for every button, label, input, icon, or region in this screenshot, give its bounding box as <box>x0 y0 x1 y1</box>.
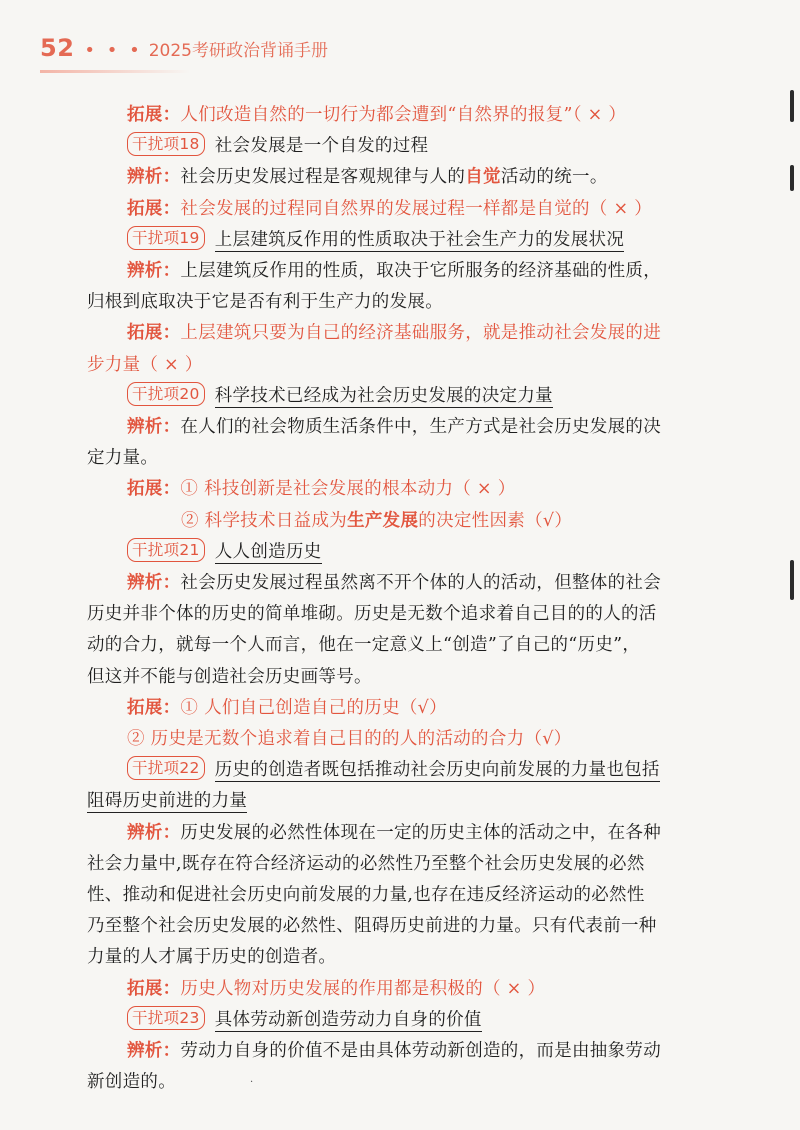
distractor-line <box>87 131 705 162</box>
distractor-statement: 具体劳动新创造劳动力自身的价值 <box>214 1009 482 1030</box>
distractor-statement: 历史的创造者既包括推动社会历史向前发展的力量也包括 <box>214 760 660 781</box>
analysis-label: 辨析： <box>127 822 181 843</box>
analysis-line: 性、推动和促进社会历史向前发展的力量,也存在违反经济运动的必然性 <box>87 885 645 906</box>
book-title: 2025考研政治背诵手册 <box>148 41 328 61</box>
analysis-line <box>87 1036 705 1067</box>
analysis-text: 社会历史发展过程虽然离不开个体的人的活动，但整体的社会 <box>180 573 662 594</box>
analysis-line: 力量的人才属于历史的创造者。 <box>87 947 337 968</box>
extension-line <box>87 974 705 1005</box>
page-header <box>40 34 328 68</box>
analysis-line: 归根到底取决于它是否有利于生产力的发展。 <box>87 292 443 313</box>
distractor-badge: 干扰项23 <box>127 1006 205 1030</box>
extension-text: 历史人物对历史发展的作用都是积极的（ × ） <box>180 978 546 999</box>
distractor-badge: 干扰项21 <box>127 538 205 562</box>
extension-line: 步力量（ × ） <box>87 354 203 375</box>
header-dots: • • • <box>84 40 143 61</box>
distractor-statement: 社会发展是一个自发的过程 <box>214 136 429 157</box>
analysis-line: 乃至整个社会历史发展的必然性、阻碍历史前进的力量。只有代表前一种 <box>87 916 657 937</box>
analysis-text: 劳动力自身的价值不是由具体劳动新创造的，而是由抽象劳动 <box>180 1041 662 1062</box>
edge-mark <box>790 90 794 122</box>
edge-mark <box>790 560 794 600</box>
extension-line <box>87 100 705 131</box>
distractor-line <box>87 225 705 256</box>
distractor-line <box>87 786 705 817</box>
distractor-line <box>87 381 705 412</box>
analysis-line <box>87 818 705 849</box>
extension-label: 拓展： <box>127 697 181 718</box>
extension-text: 社会发展的过程同自然界的发展过程一样都是自觉的（ × ） <box>180 198 653 219</box>
extension-text: ① 人们自己创造自己的历史（√） <box>180 697 447 718</box>
analysis-line <box>87 162 705 193</box>
distractor-badge: 干扰项18 <box>127 132 205 156</box>
analysis-label: 辨析： <box>127 1041 181 1062</box>
extension-line: ② 历史是无数个追求着自己目的的人的活动的合力（√） <box>127 729 572 750</box>
analysis-line: 新创造的。 <box>87 1072 176 1093</box>
extension-label: 拓展： <box>127 479 181 500</box>
analysis-line: 社会力量中,既存在符合经济运动的必然性乃至整个社会历史发展的必然 <box>87 853 645 874</box>
extension-text: 的决定性因素（√） <box>418 510 573 531</box>
distractor-badge: 干扰项20 <box>127 382 205 406</box>
analysis-text: 历史发展的必然性体现在一定的历史主体的活动之中，在各种 <box>180 822 662 843</box>
extension-text: 人们改造自然的一切行为都会遭到“自然界的报复”（ × ） <box>180 105 627 125</box>
distractor-badge: 干扰项22 <box>127 756 205 780</box>
analysis-emphasis: 自觉 <box>465 167 501 188</box>
stray-mark: · <box>250 1077 254 1088</box>
analysis-line <box>87 256 705 287</box>
extension-label: 拓展： <box>127 198 181 219</box>
distractor-statement: 人人创造历史 <box>214 541 322 562</box>
analysis-line: 但这并不能与创造社会历史画等号。 <box>87 666 372 687</box>
extension-line <box>87 194 705 225</box>
analysis-text: 上层建筑反作用的性质，取决于它所服务的经济基础的性质， <box>180 261 662 282</box>
extension-line <box>87 693 705 724</box>
page-number: 52 <box>40 34 75 62</box>
edge-mark <box>790 165 794 191</box>
analysis-line <box>87 412 705 443</box>
header-underline <box>40 70 190 73</box>
analysis-line: 定力量。 <box>87 448 159 469</box>
distractor-statement: 科学技术已经成为社会历史发展的决定力量 <box>214 385 553 406</box>
distractor-statement: 阻碍历史前进的力量 <box>87 791 248 812</box>
analysis-label: 辨析： <box>127 417 181 438</box>
distractor-line <box>87 537 705 568</box>
analysis-line: 历史并非个体的历史的简单堆砌。历史是无数个追求着自己目的的人的活 <box>87 604 657 625</box>
extension-emphasis: 生产发展 <box>347 510 419 531</box>
extension-text: ① 科技创新是社会发展的根本动力（ × ） <box>180 479 516 500</box>
distractor-statement: 上层建筑反作用的性质取决于社会生产力的发展状况 <box>214 229 625 250</box>
analysis-text: 在人们的社会物质生活条件中，生产方式是社会历史发展的决 <box>180 417 662 438</box>
extension-text: 上层建筑只要为自己的经济基础服务，就是推动社会发展的进 <box>180 323 662 344</box>
analysis-label: 辨析： <box>127 167 181 188</box>
analysis-label: 辨析： <box>127 573 181 594</box>
analysis-label: 辨析： <box>127 261 181 282</box>
extension-label: 拓展： <box>127 323 181 344</box>
extension-label: 拓展： <box>127 105 181 125</box>
distractor-line <box>87 1005 705 1036</box>
distractor-badge: 干扰项19 <box>127 226 205 250</box>
analysis-text: 活动的统一。 <box>500 167 608 188</box>
extension-line <box>87 506 705 537</box>
extension-label: 拓展： <box>127 978 181 999</box>
extension-line <box>87 318 705 349</box>
extension-line <box>87 474 705 505</box>
main-content <box>87 100 705 1099</box>
analysis-text: 社会历史发展过程是客观规律与人的 <box>180 167 466 188</box>
extension-text: ② 科学技术日益成为 <box>181 510 348 531</box>
distractor-line <box>87 755 705 786</box>
analysis-line: 动的合力，就每一个人而言，他在一定意义上“创造”了自己的“历史”， <box>87 635 641 656</box>
analysis-line <box>87 568 705 599</box>
